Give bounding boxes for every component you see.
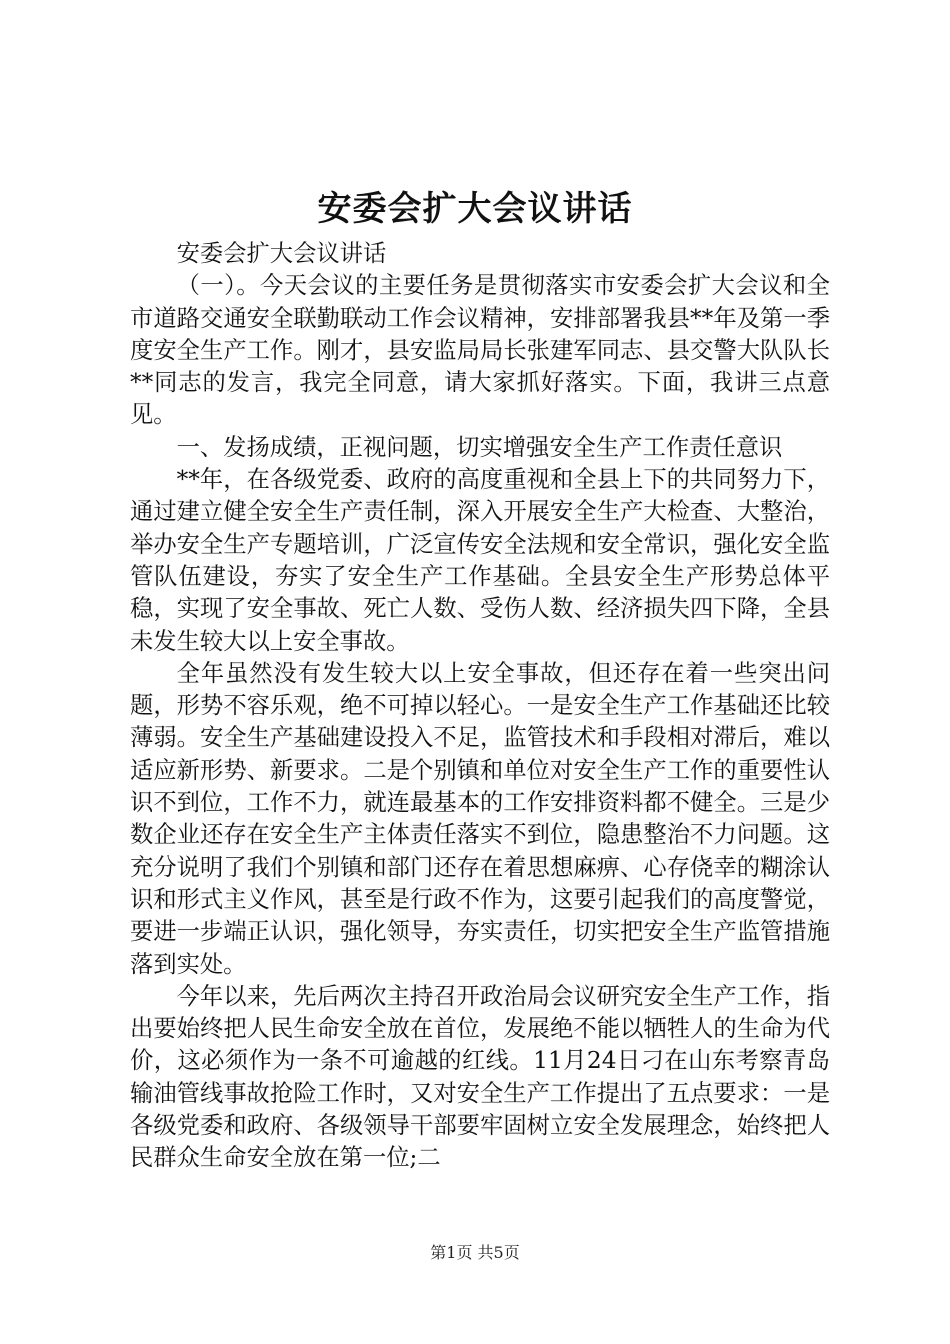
paragraph-intro: （一）。今天会议的主要任务是贯彻落实市安委会扩大会议和全市道路交通安全联勤联动工作会议精神，安排部署我县**年及第一季度安全生产工作。刚才，县安监局局长张建军同志、县交警大队队长**同志的发言，我完全同意，请大家抓好落实。下面，我讲三点意见。: [130, 272, 830, 429]
paragraph-requirements: 今年以来，先后两次主持召开政治局会议研究安全生产工作，指出要始终把人民生命安全放在首位，发展绝不能以牺牲人的生命为代价，这必须作为一条不可逾越的红线。11月24日刁在山东考察青岛输油管线事故抢险工作时，又对安全生产工作提出了五点要求：一是各级党委和政府、各级领导干部要牢固树立安全发展理念，始终把人民群众生命安全放在第一位;二: [130, 982, 830, 1172]
paragraph-subtitle: 安委会扩大会议讲话: [176, 240, 387, 267]
document-title: 安委会扩大会议讲话: [317, 189, 633, 229]
document-body: [130, 238, 830, 1175]
paragraph-problems: 全年虽然没有发生较大以上安全事故，但还存在着一些突出问题，形势不容乐观，绝不可掉以轻心。一是安全生产工作基础还比较薄弱。安全生产基础建设投入不足，监管技术和手段相对滞后，难以适应新形势、新要求。二是个别镇和单位对安全生产工作的重要性认识不到位，工作不力，就连最基本的工作安排资料都不健全。三是少数企业还存在安全生产主体责任落实不到位，隐患整治不力问题。这充分说明了我们个别镇和部门还存在着思想麻痹、心存侥幸的糊涂认识和形式主义作风，甚至是行政不作为，这要引起我们的高度警觉，要进一步端正认识，强化领导，夯实责任，切实把安全生产监管措施落到实处。: [130, 659, 830, 978]
paragraph-achievements: **年，在各级党委、政府的高度重视和全县上下的共同努力下，通过建立健全安全生产责任制，深入开展安全生产大检查、大整治，举办安全生产专题培训，广泛宣传安全法规和安全常识，强化安全监管队伍建设，夯实了安全生产工作基础。全县安全生产形势总体平稳，实现了安全事故、死亡人数、受伤人数、经济损失四下降，全县未发生较大以上安全事故。: [130, 466, 830, 655]
page-footer: 第1页 共5页: [430, 1243, 520, 1262]
section-heading-1: 一、发扬成绩，正视问题，切实增强安全生产工作责任意识: [176, 433, 783, 461]
